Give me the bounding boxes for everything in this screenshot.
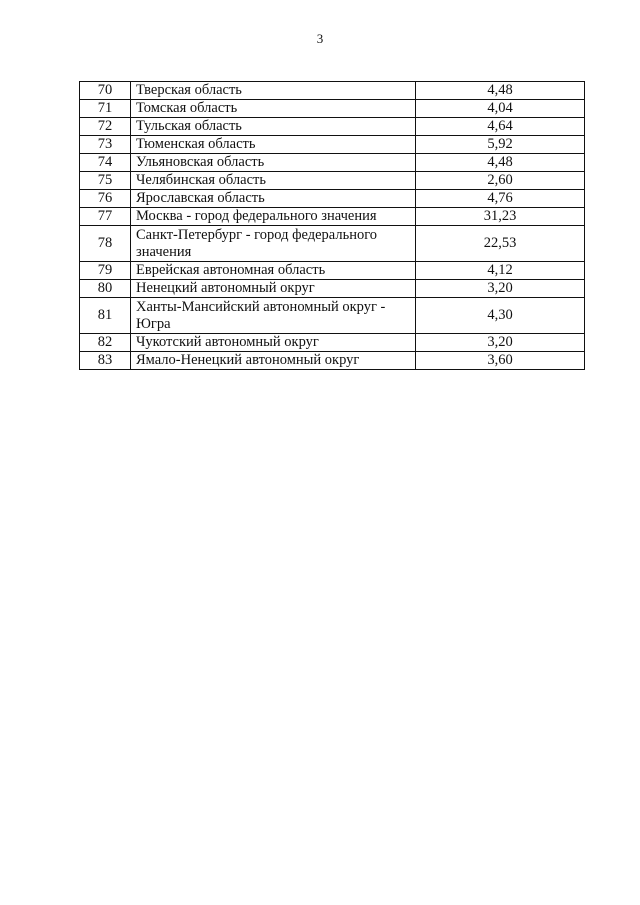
table-row: [80, 262, 585, 280]
row-number: 77: [80, 208, 131, 226]
table-row: [80, 100, 585, 118]
table-row: [80, 352, 585, 370]
region-value: 4,12: [416, 262, 585, 280]
region-name: Чукотский автономный округ: [131, 334, 416, 352]
table-row: [80, 136, 585, 154]
region-name: Ханты-Мансийский автономный округ - Югра: [131, 298, 416, 334]
region-name: Тюменская область: [131, 136, 416, 154]
regions-table: [79, 81, 585, 370]
region-name: Томская область: [131, 100, 416, 118]
region-value: 3,60: [416, 352, 585, 370]
region-name: Ярославская область: [131, 190, 416, 208]
row-number: 74: [80, 154, 131, 172]
region-name: Москва - город федерального значения: [131, 208, 416, 226]
table-row: [80, 82, 585, 100]
row-number: 75: [80, 172, 131, 190]
table-row: [80, 226, 585, 262]
region-value: 4,48: [416, 154, 585, 172]
region-name: Санкт-Петербург - город федерального значения: [131, 226, 416, 262]
row-number: 71: [80, 100, 131, 118]
row-number: 76: [80, 190, 131, 208]
region-value: 3,20: [416, 334, 585, 352]
table-row: [80, 334, 585, 352]
region-name: Тверская область: [131, 82, 416, 100]
region-value: 31,23: [416, 208, 585, 226]
row-number: 80: [80, 280, 131, 298]
row-number: 82: [80, 334, 131, 352]
region-name: Челябинская область: [131, 172, 416, 190]
table-row: [80, 190, 585, 208]
row-number: 83: [80, 352, 131, 370]
region-value: 4,64: [416, 118, 585, 136]
region-value: 4,30: [416, 298, 585, 334]
row-number: 79: [80, 262, 131, 280]
table-row: [80, 154, 585, 172]
row-number: 72: [80, 118, 131, 136]
region-value: 3,20: [416, 280, 585, 298]
row-number: 73: [80, 136, 131, 154]
region-name: Ненецкий автономный округ: [131, 280, 416, 298]
region-value: 4,76: [416, 190, 585, 208]
row-number: 70: [80, 82, 131, 100]
table-row: [80, 280, 585, 298]
table-row: [80, 208, 585, 226]
region-value: 5,92: [416, 136, 585, 154]
row-number: 78: [80, 226, 131, 262]
page-number: 3: [316, 31, 324, 46]
region-value: 2,60: [416, 172, 585, 190]
row-number: 81: [80, 298, 131, 334]
region-name: Ямало-Ненецкий автономный округ: [131, 352, 416, 370]
region-value: 4,48: [416, 82, 585, 100]
region-name: Тульская область: [131, 118, 416, 136]
region-name: Еврейская автономная область: [131, 262, 416, 280]
table-row: [80, 298, 585, 334]
table-row: [80, 172, 585, 190]
table-row: [80, 118, 585, 136]
region-value: 4,04: [416, 100, 585, 118]
region-value: 22,53: [416, 226, 585, 262]
region-name: Ульяновская область: [131, 154, 416, 172]
